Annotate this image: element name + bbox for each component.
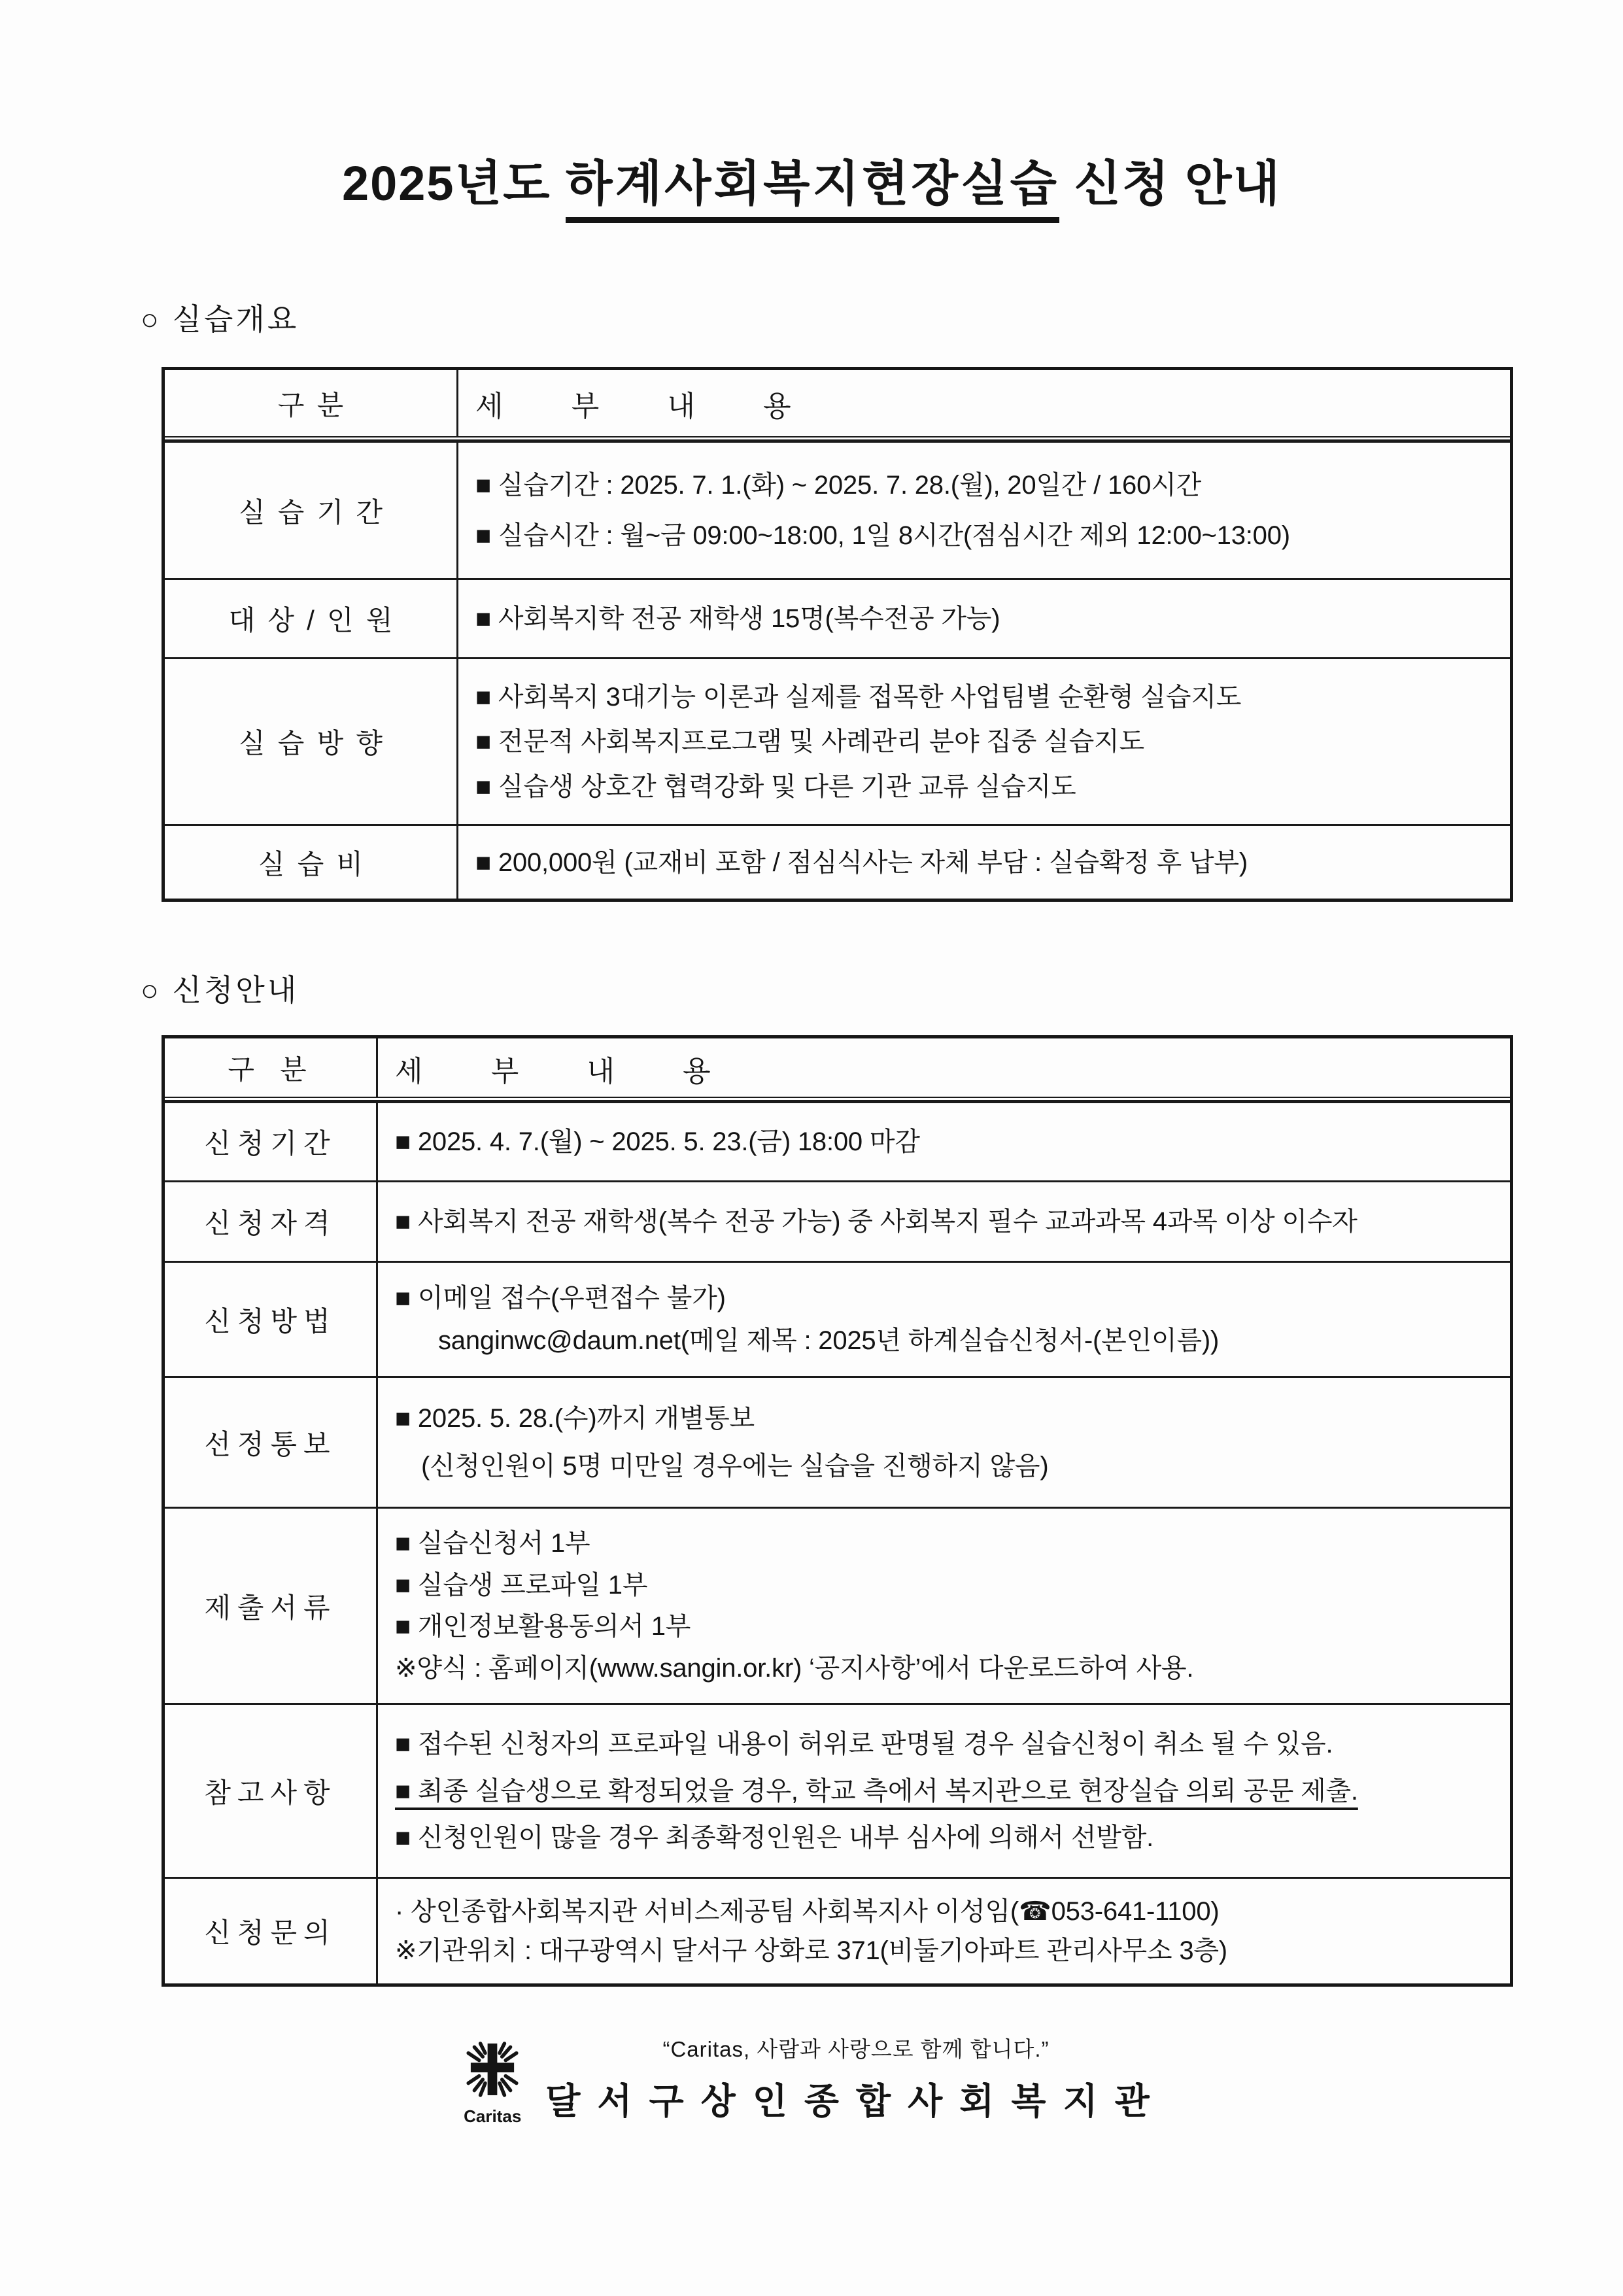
table-row [165,1261,1510,1376]
cell-line: ■ 실습시간 : 월~금 09:00~18:00, 1일 8시간(점심시간 제외 12:00~13:00) [475,521,1290,550]
column-header-category: 구 분 [165,370,458,436]
cell-line: ■ 실습신청서 1부 [395,1528,590,1558]
row-content [378,1378,1510,1507]
caritas-logo [456,2040,528,2127]
cell-line: ■ 전문적 사회복지프로그램 및 사례관리 분야 집중 실습지도 [475,727,1144,756]
overview-table [162,367,1513,902]
column-header-details: 세 부 내 용 [475,390,793,422]
row-label-apply-period: 신청기간 [165,1103,378,1180]
table-header-row [165,1038,1510,1101]
caritas-logo-caption: Caritas [464,2106,522,2126]
row-content [458,443,1510,578]
page-title [0,145,1623,214]
caritas-cross-icon [462,2040,522,2105]
footer [0,2032,1623,2127]
row-label-method: 신청방법 [165,1263,378,1376]
table-row [165,1703,1510,1877]
row-label-contact: 신청문의 [165,1879,378,1983]
row-label-target: 대 상 / 인 원 [165,580,458,657]
row-content [378,1879,1510,1983]
table-row [165,578,1510,657]
row-label-period: 실 습 기 간 [165,443,458,578]
cell-line: ■ 사회복지학 전공 재학생 15명(복수전공 가능) [475,604,1000,633]
footer-org-name: 달서구상인종합사회복지관 [545,2081,1167,2121]
cell-line: · 상인종합사회복지관 서비스제공팀 사회복지사 이성임(☎053-641-1100) [395,1896,1220,1926]
row-content [458,826,1510,899]
table-header-row [165,370,1510,441]
cell-line: (신청인원이 5명 미만일 경우에는 실습을 진행하지 않음) [421,1452,1049,1481]
cell-line: ■ 이메일 접수(우편접수 불가) [395,1284,726,1312]
title-prefix: 2025년도 [341,156,566,211]
cell-line: ■ 200,000원 (교재비 포함 / 점심식사는 자체 부담 : 실습확정 후 납부) [475,848,1248,877]
row-content [378,1705,1510,1877]
cell-line: sanginwc@daum.net(메일 제목 : 2025년 하계실습신청서-(본인이름)) [438,1326,1220,1355]
row-content [378,1103,1510,1180]
table-row [165,657,1510,824]
row-label-fee: 실 습 비 [165,826,458,899]
table-row [165,1376,1510,1507]
row-label-notes: 참고사항 [165,1705,378,1877]
section-heading-application: ○ 신청안내 [141,973,299,1007]
row-content [378,1263,1510,1376]
row-content [458,580,1510,657]
table-row [165,824,1510,899]
cell-line: ■ 접수된 신청자의 프로파일 내용이 허위로 판명될 경우 실습신청이 취소 될 수 있음. [395,1730,1333,1759]
cell-line: ■ 2025. 5. 28.(수)까지 개별통보 [395,1404,755,1433]
footer-quote: “Caritas, 사람과 사랑으로 함께 합니다.” [662,2037,1050,2061]
cell-line: ※양식 : 홈페이지(www.sangin.or.kr) ‘공지사항’에서 다운로드하여 사용. [395,1654,1194,1683]
table-row [165,1877,1510,1983]
table-row [165,1507,1510,1703]
title-underlined: 하계사회복지현장실습 [566,156,1059,223]
cell-line: ■ 실습생 프로파일 1부 [395,1570,648,1600]
row-content [378,1509,1510,1703]
row-label-qualification: 신청자격 [165,1182,378,1261]
cell-line: ■ 사회복지 전공 재학생(복수 전공 가능) 중 사회복지 필수 교과과목 4과목 이상 이수자 [395,1207,1358,1236]
column-header-category: 구 분 [165,1038,378,1097]
cell-line: ■ 신청인원이 많을 경우 최종확정인원은 내부 심사에 의해서 선발함. [395,1823,1154,1852]
application-table [162,1035,1513,1987]
table-row [165,1101,1510,1180]
table-row [165,441,1510,578]
footer-text [545,2032,1167,2127]
row-label-notification: 선정통보 [165,1378,378,1507]
cell-line: ■ 2025. 4. 7.(월) ~ 2025. 5. 23.(금) 18:00 마감 [395,1127,920,1156]
cell-line: ■ 실습기간 : 2025. 7. 1.(화) ~ 2025. 7. 28.(월), 20일간 / 160시간 [475,471,1202,500]
title-suffix: 신청 안내 [1059,156,1282,211]
row-content [458,659,1510,824]
row-label-direction: 실 습 방 향 [165,659,458,824]
cell-line: ■ 개인정보활용동의서 1부 [395,1612,691,1641]
row-content [378,1182,1510,1261]
table-row [165,1180,1510,1261]
cell-line: ■ 실습생 상호간 협력강화 및 다른 기관 교류 실습지도 [475,772,1076,801]
row-label-documents: 제출서류 [165,1509,378,1703]
section-heading-overview: ○ 실습개요 [141,302,299,336]
cell-line: ■ 사회복지 3대기능 이론과 실제를 접목한 사업팀별 순환형 실습지도 [475,682,1242,711]
cell-line: ※기관위치 : 대구광역시 달서구 상화로 371(비둘기아파트 관리사무소 3층) [395,1936,1227,1966]
column-header-details: 세 부 내 용 [395,1055,712,1088]
cell-line: ■ 최종 실습생으로 확정되었을 경우, 학교 측에서 복지관으로 현장실습 의뢰 공문 제출. [395,1776,1358,1806]
